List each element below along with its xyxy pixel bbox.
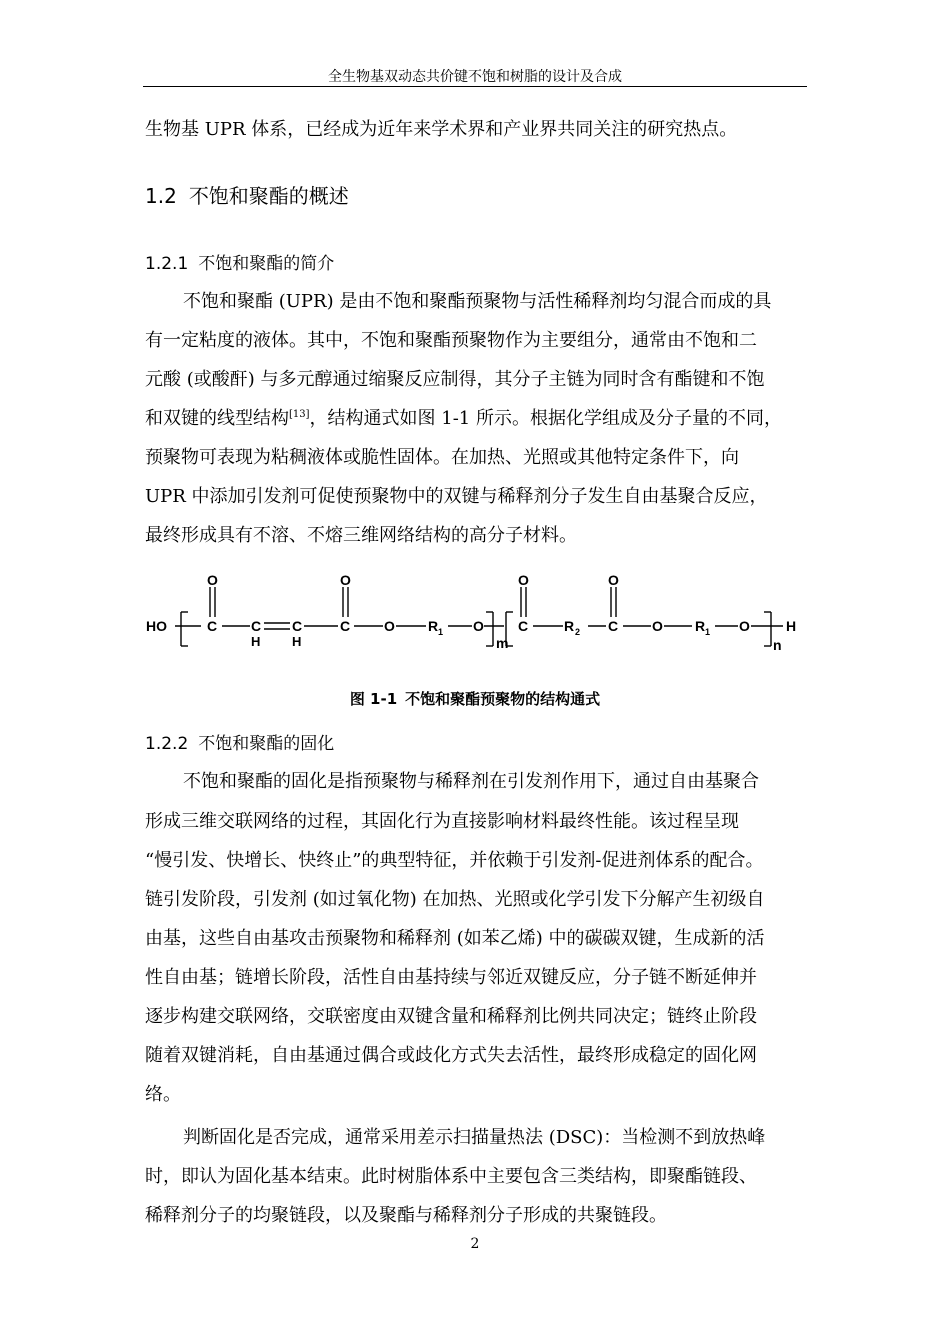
atom-label: R xyxy=(428,618,439,634)
subsection-title: 不饱和聚酯的简介 xyxy=(198,254,335,274)
paragraph-line: 形成三维交联网络的过程，其固化行为直接影响材料最终性能。该过程呈现 xyxy=(145,811,739,832)
paragraph-line: 判断固化是否完成，通常采用差示扫描量热法 (DSC)：当检测不到放热峰 xyxy=(183,1127,766,1148)
paragraph-line: 有一定粘度的液体。其中，不饱和聚酯预聚物作为主要组分，通常由不饱和二 xyxy=(145,330,757,351)
section-heading xyxy=(145,180,349,209)
paragraph-line: 最终形成具有不溶、不熔三维网络结构的高分子材料。 xyxy=(145,525,577,546)
atom-label: C xyxy=(340,618,351,634)
paragraph-line: 性自由基；链增长阶段，活性自由基持续与邻近双键反应，分子链不断延伸并 xyxy=(145,967,757,988)
atom-label: R xyxy=(564,618,575,634)
atom-label: C xyxy=(292,618,303,634)
atom-label: C xyxy=(207,618,218,634)
atom-labels xyxy=(146,572,796,653)
header-rule xyxy=(143,86,807,87)
paragraph-line: 由基，这些自由基攻击预聚物和稀释剂 (如苯乙烯) 中的碳碳双键，生成新的活 xyxy=(145,928,765,949)
atom-label: C xyxy=(608,618,619,634)
paragraph-line: 生物基 UPR 体系，已经成为近年来学术界和产业界共同关注的研究热点。 xyxy=(145,119,738,140)
atom-subscript: 1 xyxy=(438,627,444,637)
paragraph-line: 随着双键消耗，自由基通过偶合或歧化方式失去活性，最终形成稳定的固化网 xyxy=(145,1045,757,1066)
atom-label: H xyxy=(786,618,797,634)
text-span: ，结构通式如图 1-1 所示。根据化学组成及分子量的不同， xyxy=(309,408,782,429)
atom-label: H xyxy=(292,634,302,649)
section-title: 不饱和聚酯的概述 xyxy=(188,184,349,208)
atom-label: HO xyxy=(146,618,167,634)
atom-label: C xyxy=(518,618,529,634)
subsection-heading xyxy=(145,249,334,274)
paragraph-line: 稀释剂分子的均聚链段，以及聚酯与稀释剂分子形成的共聚链段。 xyxy=(145,1205,667,1226)
atom-label: O xyxy=(518,572,529,588)
paragraph-line: 元酸 (或酸酐) 与多元醇通过缩聚反应制得，其分子主链为同时含有酯键和不饱 xyxy=(145,369,765,390)
paragraph-line: 不饱和聚酯的固化是指预聚物与稀释剂在引发剂作用下，通过自由基聚合 xyxy=(183,771,759,792)
atom-label: O xyxy=(473,618,484,634)
atom-label: O xyxy=(608,572,619,588)
paragraph-line xyxy=(145,407,782,431)
paragraph-line: 不饱和聚酯 (UPR) 是由不饱和聚酯预聚物与活性稀释剂均匀混合而成的具 xyxy=(183,291,772,312)
atom-label: O xyxy=(652,618,663,634)
paragraph-line: 预聚物可表现为粘稠液体或脆性固体。在加热、光照或其他特定条件下，向 xyxy=(145,447,739,468)
atom-label: O xyxy=(739,618,750,634)
figure-caption-text: 不饱和聚酯预聚物的结构通式 xyxy=(405,690,601,708)
figure-number: 图 1-1 xyxy=(349,690,398,708)
paragraph-line: “慢引发、快增长、快终止”的典型特征，并依赖于引发剂-促进剂体系的配合。 xyxy=(145,850,764,871)
subsection-title: 不饱和聚酯的固化 xyxy=(198,734,335,754)
subsection-heading xyxy=(145,729,334,754)
atom-subscript: 2 xyxy=(575,627,581,637)
subsection-number: 1.2.2 xyxy=(145,734,189,754)
subsection-number: 1.2.1 xyxy=(145,254,189,274)
paragraph-line: 时，即认为固化基本结束。此时树脂体系中主要包含三类结构，即聚酯链段、 xyxy=(145,1166,757,1187)
citation-ref: [13] xyxy=(289,409,310,420)
paragraph-line: 逐步构建交联网络，交联密度由双键含量和稀释剂比例共同决定；链终止阶段 xyxy=(145,1006,757,1027)
running-header: 全生物基双动态共价键不饱和树脂的设计及合成 xyxy=(328,69,622,85)
structural-formula-figure xyxy=(140,566,820,662)
repeat-index-m: m xyxy=(496,635,509,651)
section-number: 1.2 xyxy=(145,184,177,208)
paragraph-line: UPR 中添加引发剂可促使预聚物中的双键与稀释剂分子发生自由基聚合反应， xyxy=(145,486,768,507)
atom-subscript: 1 xyxy=(705,627,711,637)
paragraph-line: 络。 xyxy=(145,1084,181,1105)
atom-label: C xyxy=(251,618,262,634)
text-span: 和双键的线型结构 xyxy=(145,408,289,429)
bonds xyxy=(175,587,783,646)
atom-label: O xyxy=(207,572,218,588)
figure-caption xyxy=(0,688,950,709)
repeat-index-n: n xyxy=(773,637,782,653)
page-number: 2 xyxy=(470,1236,480,1252)
paragraph-line: 链引发阶段，引发剂 (如过氧化物) 在加热、光照或化学引发下分解产生初级自 xyxy=(145,889,765,910)
atom-label: R xyxy=(695,618,706,634)
atom-label: O xyxy=(340,572,351,588)
atom-label: O xyxy=(384,618,395,634)
atom-label: H xyxy=(251,634,261,649)
